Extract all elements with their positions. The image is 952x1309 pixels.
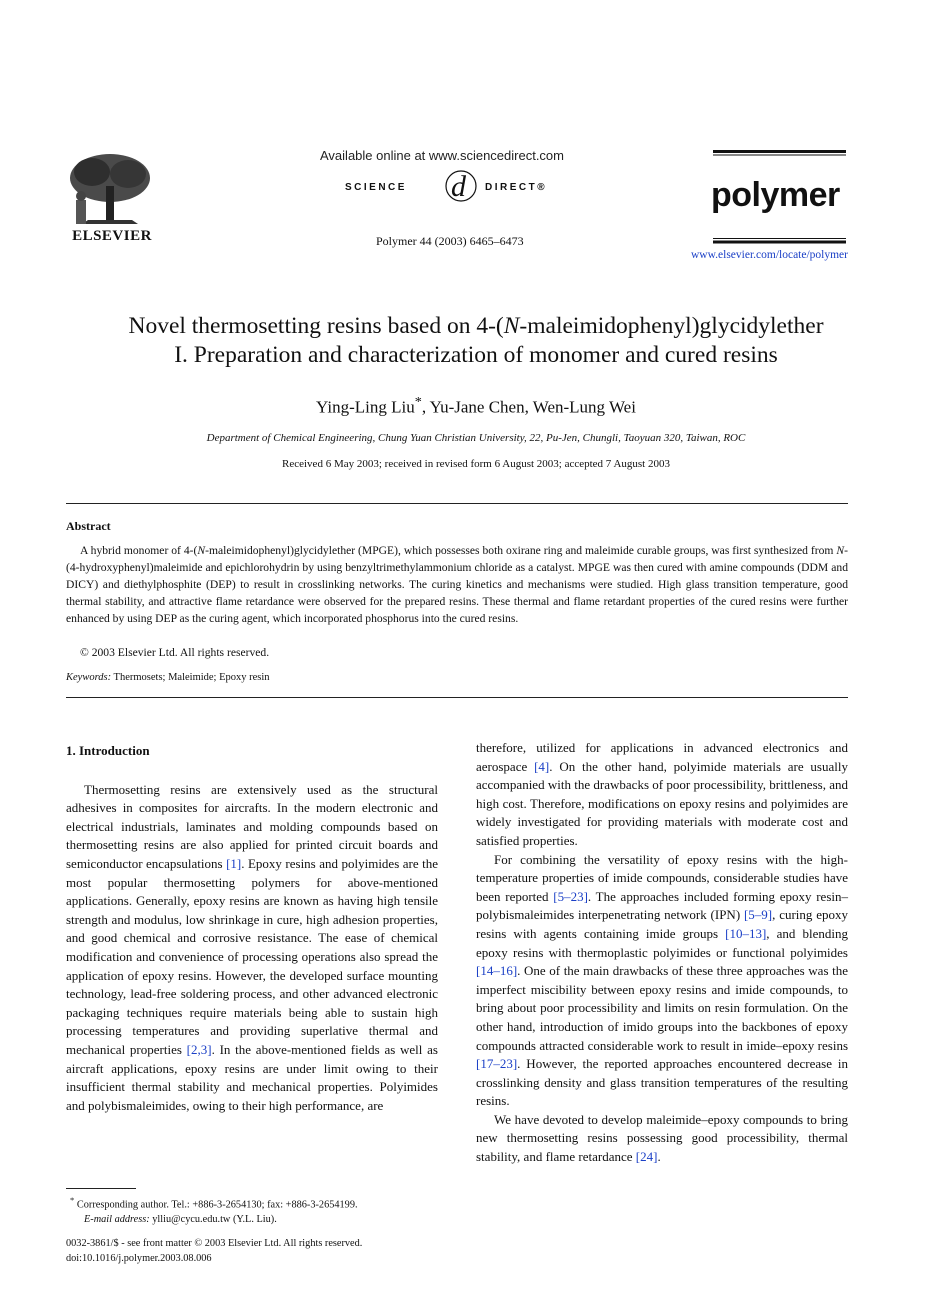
- history-dates: Received 6 May 2003; received in revised form 6 August 2003; accepted 7 August 2003: [282, 458, 670, 470]
- footnote-contact: Corresponding author. Tel.: +886-3-2654130; fax: +886-3-2654199.: [74, 1199, 358, 1211]
- rule-below-keywords: [66, 697, 848, 698]
- ref-link-1[interactable]: [1]: [226, 855, 242, 871]
- available-online-text: Available online at www.sciencedirect.com: [320, 148, 564, 163]
- keywords: [66, 672, 270, 683]
- email-label: E-mail address:: [84, 1214, 150, 1226]
- journal-logo-name: polymer: [711, 176, 840, 214]
- ref-link-5-9[interactable]: [5–9]: [743, 907, 773, 923]
- keywords-label: Keywords:: [66, 672, 112, 683]
- footnote-rule: [66, 1188, 136, 1189]
- issn-line: 0032-3861/$ - see front matter © 2003 Elsevier Ltd. All rights reserved.: [66, 1238, 363, 1249]
- article-title: [40, 312, 912, 370]
- sciencedirect-logo: [345, 166, 575, 204]
- section-heading-introduction: 1. Introduction: [66, 743, 150, 758]
- title-line1: Novel thermosetting resins based on 4-(N-maleimidophenyl)glycidylether: [128, 313, 824, 339]
- email-address: ylliu@cycu.edu.tw (Y.L. Liu).: [149, 1214, 277, 1226]
- affiliation: Department of Chemical Engineering, Chung Yuan Christian University, 22, Pu-Jen, Chungli, Taoyuan 320, Taiwan, ROC: [206, 432, 746, 444]
- ref-link-10-13[interactable]: [10–13]: [725, 925, 767, 941]
- journal-citation: Polymer 44 (2003) 6465–6473: [376, 234, 524, 248]
- sciencedirect-right-word: DIRECT®: [485, 182, 548, 193]
- intro-paragraph-2: For combining the versatility of epoxy resins with the high-temperature properties of imide compounds, considerable studies have been reported [5–23]. The approaches included forming epoxy resin–polybismaleimides interpenetrating network (IPN) [5–9], curing epoxy resins with agents containing imide groups [10–13], and blending epoxy resins with thermoplastic polyimides or functional polyimides [14–16]. One of the main drawbacks of these three approaches was the imperfect miscibility between epoxy resins and imide compounds, to bring about poor processibility and limits on resin formulation. On the other hand, introduction of imido groups into the backbones of epoxy compounds attracted considerable work to result in imide–epoxy resins [17–23]. However, the reported approaches encountered decrease in crosslinking density and glass transition temperatures of the resulting resins.: [476, 851, 848, 1109]
- publisher-name: ELSEVIER: [72, 228, 152, 244]
- rule-above-abstract: [66, 503, 848, 504]
- ref-link-5-23[interactable]: [5–23]: [553, 888, 588, 904]
- corresponding-mark[interactable]: *: [414, 394, 422, 410]
- abstract-text: A hybrid monomer of 4-(N-maleimidophenyl)glycidylether (MPGE), which possesses both oxirane ring and maleimide curable groups, was first synthesized from N-(4-hydroxyphenyl)maleimide and epichlorohydrin by using benzyltrimethylammonium chloride as a catalyst. MPGE was then cured with amine compounds (DDM and DICY) and diethylphosphite (DEP) to result in crosslinking networks. The curing kinetics and mechanisms were studied. High glass transition temperature, good thermal stability, and attractive flame retardance were observed for the prepared resins. These thermal and flame retardant properties of the cured resins were further enhanced by using DEP as the curing agent, which incorporated phosphorus into the cured resins.: [66, 544, 848, 625]
- abstract-heading: Abstract: [66, 519, 111, 533]
- journal-rule-bottom: [713, 238, 846, 244]
- intro-paragraph-1-cont: therefore, utilized for applications in advanced electronics and aerospace [4]. On the other hand, polyimide materials are usually accompanied with the drawbacks of poor processibility, brittleness, and high cost. Therefore, modifications on epoxy resins and polyimides are widely investigated for providing materials with moderate cost and satisfied properties.: [476, 740, 848, 848]
- body-column-right: [476, 739, 848, 1167]
- front-matter-info: [66, 1236, 362, 1266]
- footnote-mark: *: [70, 1195, 75, 1205]
- abstract-copyright: © 2003 Elsevier Ltd. All rights reserved.: [80, 646, 270, 659]
- sciencedirect-left-word: SCIENCE: [345, 182, 407, 193]
- author-corresponding: Ying-Ling Liu: [316, 397, 415, 417]
- ref-link-4[interactable]: [4]: [534, 758, 550, 774]
- ref-link-14-16[interactable]: [14–16]: [476, 963, 518, 979]
- svg-text:d: d: [451, 170, 466, 203]
- journal-rule-top: [713, 150, 846, 156]
- title-line2: I. Preparation and characterization of monomer and cured resins: [174, 342, 778, 368]
- intro-paragraph-1: Thermosetting resins are extensively used as the structural adhesives in composites for aircrafts. In the modern electronic and electrical industrials, laminates and molding compounds based on thermosetting resins are also applied for printed circuit boards and semiconductor encapsulations [1]. Epoxy resins and polyimides are the most popular thermosetting polymers for above-mentioned applications. Generally, epoxy resins are known as having high tensile strength and modulus, low shrinkage in cure, high adhesion properties, and good chemical and corrosive resistance. The ease of chemical modification and convenience of processing operations also spread the application of epoxy resins. However, the developed surface mounting technology, lead-free soldering process, and other advanced electronic packaging techniques require materials being able to sustain high processing temperatures and providing superlative thermal and mechanical properties [2,3]. In the above-mentioned fields as well as aircraft applications, epoxy resins are under limit owing to their insufficient thermal stability and mechanical properties. Polyimides and polybismaleimides, owing to their high performance, are: [66, 781, 438, 1113]
- ref-link-24[interactable]: [24]: [635, 1149, 658, 1165]
- journal-url-link[interactable]: www.elsevier.com/locate/polymer: [690, 249, 848, 261]
- ref-link-17-23[interactable]: [17–23]: [476, 1056, 518, 1072]
- keywords-list: Thermosets; Maleimide; Epoxy resin: [111, 672, 270, 683]
- doi-line: doi:10.1016/j.polymer.2003.08.006: [66, 1253, 212, 1264]
- ref-link-2-3[interactable]: [2,3]: [186, 1041, 212, 1057]
- author-others: , Yu-Jane Chen, Wen-Lung Wei: [421, 397, 636, 417]
- footnote-corresponding: [66, 1193, 446, 1227]
- intro-paragraph-3: We have devoted to develop maleimide–epoxy compounds to bring new thermosetting resins possessing good processibility, thermal stability, and flame retardance [24].: [476, 1111, 848, 1165]
- body-column-left: [66, 742, 438, 1115]
- author-list: [40, 394, 912, 418]
